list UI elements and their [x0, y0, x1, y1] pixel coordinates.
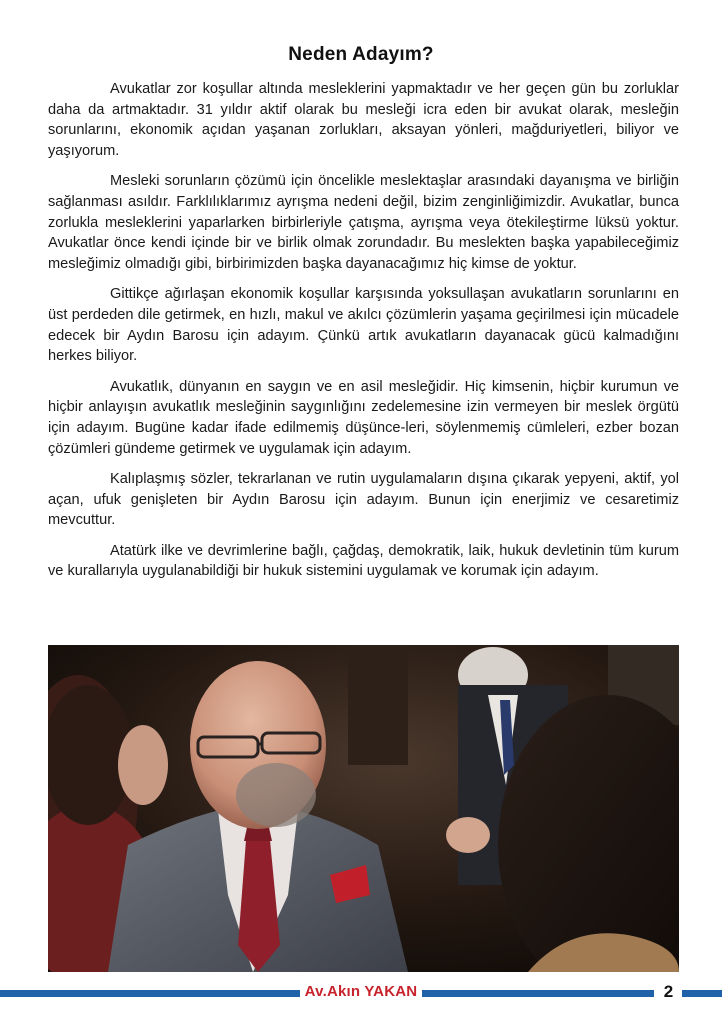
paragraph: Avukatlık, dünyanın en saygın ve en asil mesleğidir. Hiç kimsenin, hiçbir kurumun ve hiçbir anlayışın avukatlık mesleğinin saygınlığını zedelemesine izin vermeyen bir meslek örgütü için adayım. Bugüne kadar ifade edilmemiş düşünce-leri, söylenmemiş cümleleri, ezber bozan çözümleri gündeme getirmek ve uygulamak için adayım.	[48, 378, 679, 457]
page-footer	[0, 982, 722, 1006]
paragraph: Gittikçe ağırlaşan ekonomik koşullar karşısında yoksullaşan avukatların sorunlarını en üst perdeden dile getirmek, en hızlı, makul ve akılcı çözümlerin yaşama geçirilmesi için mücadele edecek bir Aydın Barosu için adayım. Çünkü artık avukatların dayanacak gücü kalmadığını herkes biliyor.	[48, 286, 679, 365]
paragraph: Kalıplaşmış sözler, tekrarlanan ve rutin uygulamaların dışına çıkarak yepyeni, aktif, yol açan, ufuk genişleten bir Aydın Barosu için adayım. Bunun için enerjimiz ve cesaretimiz mevcuttur.	[48, 471, 679, 529]
footer-author-name: Av.Akın YAKAN	[304, 983, 418, 1000]
page-title: Neden Adayım?	[288, 44, 434, 65]
paragraph: Avukatlar zor koşullar altında mesleklerini yapmaktadır ve her geçen gün bu zorluklar daha da artmaktadır. 31 yıldır aktif olarak bu mesleği icra eden bir avukat olarak, mesleğin sorunlarını, ekonomik açıdan yaşanan zorlukları, aksayan yönleri, mağduriyetleri, biliyor ve yaşıyorum.	[48, 81, 679, 159]
paragraph: Atatürk ilke ve devrimlerine bağlı, çağdaş, demokratik, laik, hukuk devletinin tüm kurum ve kurallarıyla uygulanabildiği bir hukuk sistemini uygulamak ve korumak için adayım.	[48, 542, 679, 580]
candidate-photo	[48, 645, 679, 972]
article-body	[48, 79, 679, 592]
footer-bar	[682, 990, 722, 997]
paragraph: Mesleki sorunların çözümü için öncelikle meslektaşlar arasındaki dayanışma ve birliğin sağlanması asıldır. Farklılıklarımız ayrışma nedeni değil, bizim zenginliğimizdir. Avukatlar, bunca zorlukla mesleklerini yaparlarken birbirleriyle çatışma, ayrışma veya ötekileştirme lüksü yoktur. Avukatlar önce kendi içinde bir ve birlik olmak zorundadır. Bu meslekten başka yapabileceğimiz mesleğimiz olmadığı gibi, birbirimizden başka dayanacağımız hiç kimse de yoktur.	[48, 173, 679, 272]
page-number: 2	[663, 982, 674, 1001]
footer-bar	[0, 990, 300, 997]
footer-bar	[422, 990, 654, 997]
